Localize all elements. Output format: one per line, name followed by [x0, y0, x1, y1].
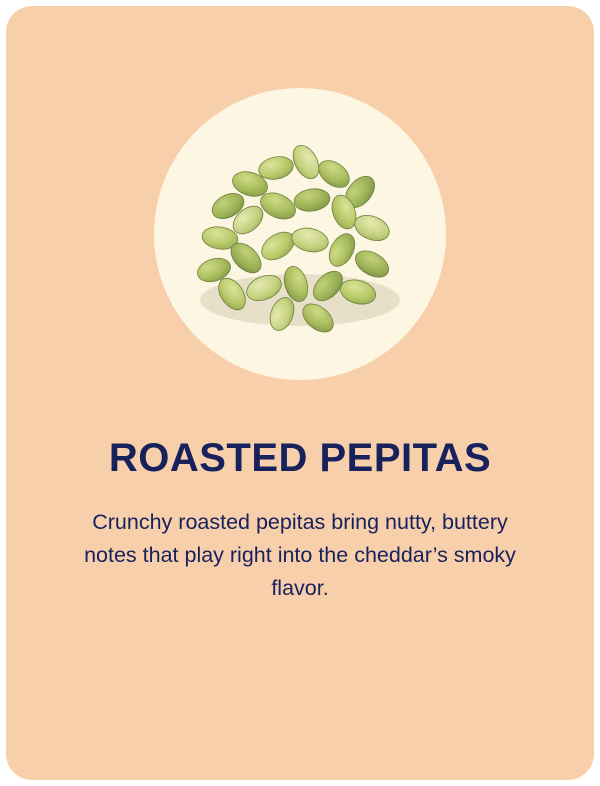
ingredient-card [6, 6, 594, 780]
card-media [6, 6, 594, 416]
card-title: ROASTED PEPITAS [108, 436, 492, 480]
card-description: Crunchy roasted pepitas bring nutty, buttery notes that play right into the cheddar’s smoky flavor. [84, 510, 516, 600]
roasted-pepitas-image [154, 88, 446, 380]
